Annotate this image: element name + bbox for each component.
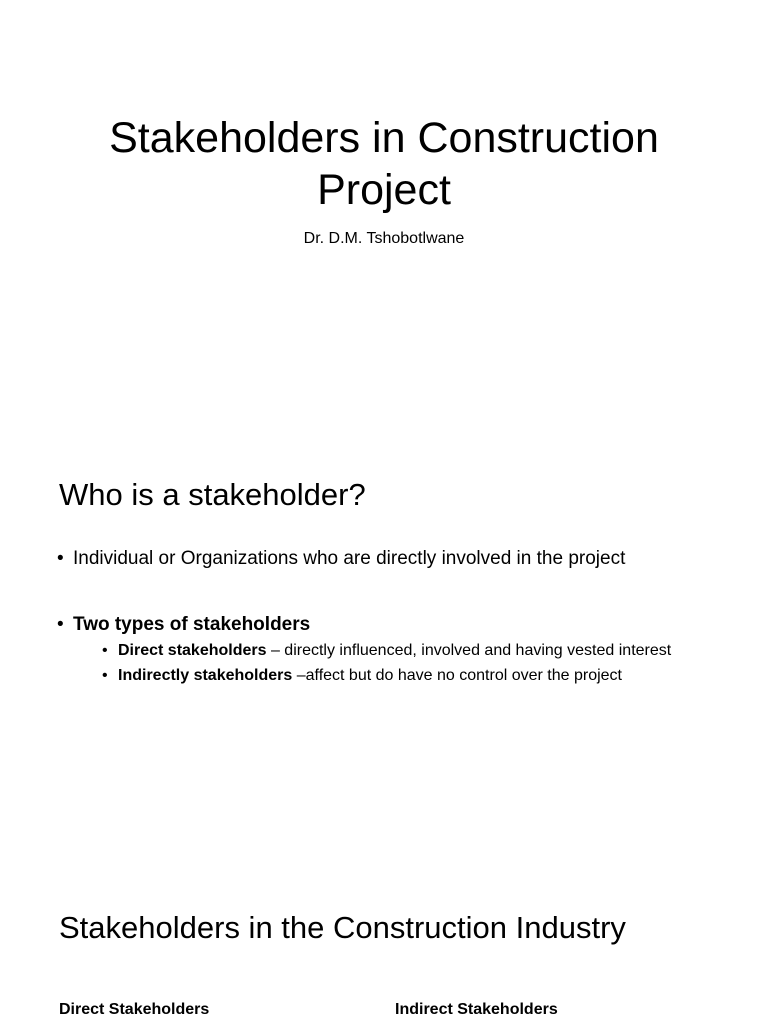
sub-bullet-term: Direct stakeholders — [118, 642, 267, 659]
direct-stakeholders-header: Direct Stakeholders — [59, 1001, 210, 1018]
sub-bullet-item — [102, 638, 737, 663]
bullet-text: Two types of stakeholders — [73, 614, 311, 635]
slide-title: Stakeholders in Construction Project — [109, 114, 659, 214]
stakeholders-industry-slide — [0, 864, 768, 1024]
slide-heading: Stakeholders in the Construction Industry — [59, 910, 626, 945]
bullet-item — [57, 611, 737, 688]
sub-bullet-term: Indirectly stakeholders — [118, 667, 293, 684]
slide-subtitle-author: Dr. D.M. Tshobotlwane — [303, 230, 465, 247]
bullet-item — [57, 545, 737, 573]
bullet-list — [57, 545, 737, 688]
stakeholder-definition-slide — [0, 432, 768, 864]
sub-bullet-text: – directly influenced, involved and having vested interest — [266, 642, 672, 659]
slide-heading: Who is a stakeholder? — [59, 477, 366, 512]
indirect-stakeholders-header: Indirect Stakeholders — [395, 1001, 558, 1018]
sub-bullet-item — [102, 663, 737, 688]
bullet-text: Individual or Organizations who are directly involved in the project — [73, 548, 626, 569]
sub-bullet-text: –affect but do have no control over the project — [292, 667, 622, 684]
sub-bullet-list — [73, 638, 737, 688]
title-slide — [0, 0, 768, 432]
